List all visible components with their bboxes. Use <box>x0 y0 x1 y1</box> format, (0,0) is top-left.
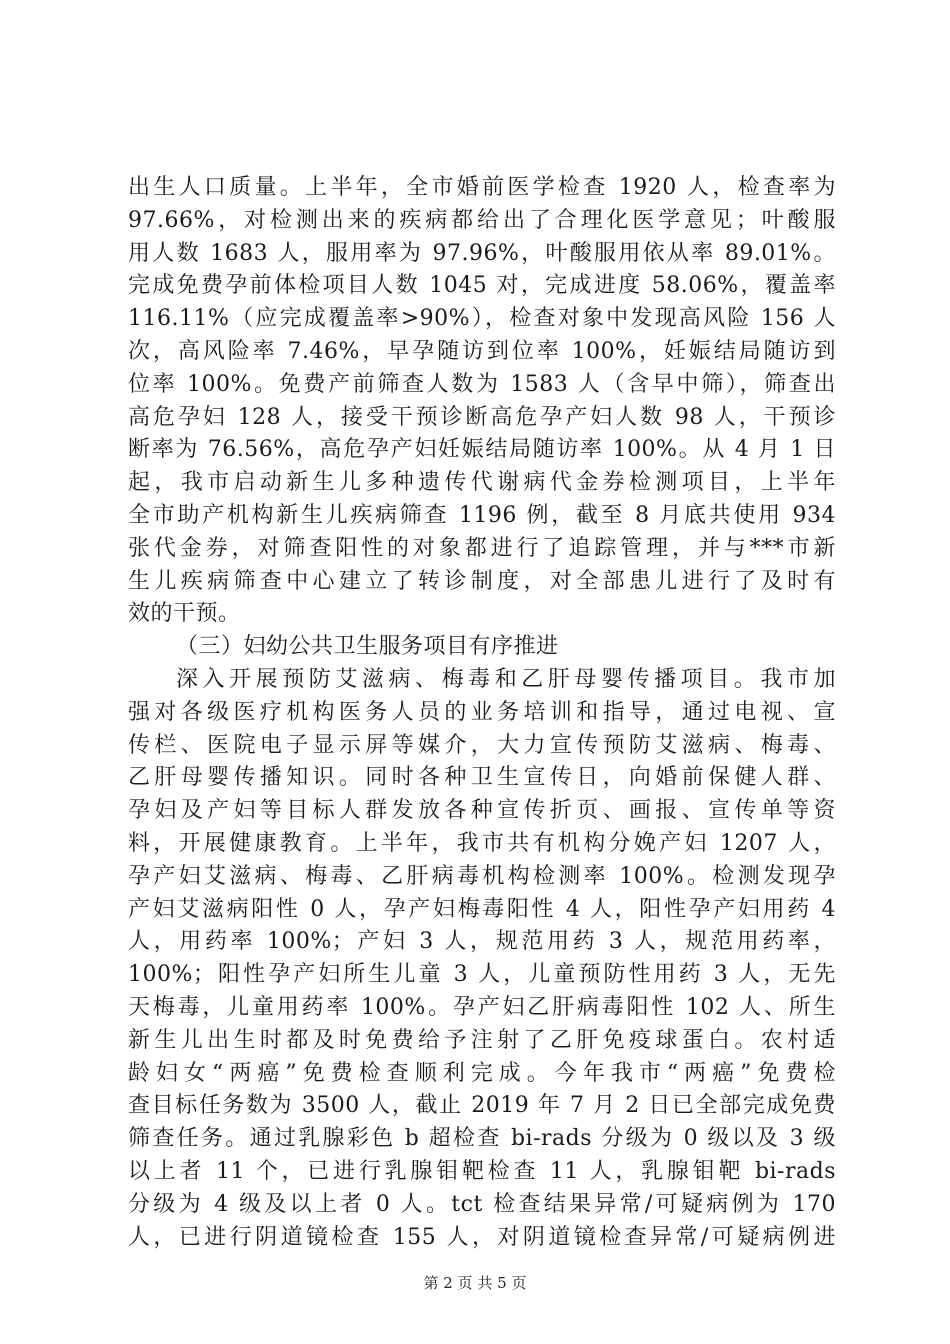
document-body <box>128 172 836 1254</box>
text-line: 人，已进行阴道镜检查 155 人，对阴道镜检查异常/可疑病例进 <box>128 1224 836 1250</box>
text-line: 强对各级医疗机构医务人员的业务培训和指导，通过电视、宣 <box>128 699 836 725</box>
text-line: 查目标任务数为 3500 人，截止 2019 年 7 月 2 日已全部完成免费 <box>128 1093 836 1119</box>
text-line: 位率 100%。免费产前筛查人数为 1583 人（含早中筛），筛查出 <box>128 371 836 397</box>
text-line: 孕产妇艾滋病、梅毒、乙肝病毒机构检测率 100%。检测发现孕 <box>128 863 836 889</box>
text-line: 次，高风险率 7.46%，早孕随访到位率 100%，妊娠结局随访到 <box>128 338 836 364</box>
paragraph-birth-quality <box>128 172 836 631</box>
text-line: 97.66%，对检测出来的疾病都给出了合理化医学意见；叶酸服 <box>128 207 836 233</box>
text-line: 料，开展健康教育。上半年，我市共有机构分娩产妇 1207 人， <box>128 830 836 856</box>
text-line: 完成免费孕前体检项目人数 1045 对，完成进度 58.06%，覆盖率 <box>128 273 836 299</box>
text-line: 乙肝母婴传播知识。同时各种卫生宣传日，向婚前保健人群、 <box>128 765 836 791</box>
text-line: 人，用药率 100%；产妇 3 人，规范用药 3 人，规范用药率， <box>128 929 836 955</box>
text-line: 效的干预。 <box>128 601 241 627</box>
text-line: 以上者 11 个，已进行乳腺钼靶检查 11 人，乳腺钼靶 bi-rads <box>128 1158 836 1184</box>
text-line: 生儿疾病筛查中心建立了转诊制度，对全部患儿进行了及时有 <box>128 568 836 594</box>
text-line: 全市助产机构新生儿疾病筛查 1196 例，截至 8 月底共使用 934 <box>128 502 836 528</box>
text-line: 用人数 1683 人，服用率为 97.96%，叶酸服用依从率 89.01%。 <box>128 240 836 266</box>
paragraph-mother-child-transmission <box>128 664 836 1254</box>
text-line: 高危孕妇 128 人，接受干预诊断高危孕产妇人数 98 人，干预诊 <box>128 404 836 430</box>
text-line: 天梅毒，儿童用药率 100%。孕产妇乙肝病毒阳性 102 人、所生 <box>128 994 836 1020</box>
text-line: 分级为 4 级及以上者 0 人。tct 检查结果异常/可疑病例为 170 <box>128 1191 836 1217</box>
text-line: 张代金券，对筛查阳性的对象都进行了追踪管理，并与***市新 <box>128 535 836 561</box>
text-line: 断率为 76.56%，高危孕产妇妊娠结局随访率 100%。从 4 月 1 日 <box>128 437 836 463</box>
section-heading: （三）妇幼公共卫生服务项目有序推进 <box>176 634 559 660</box>
text-line: 深入开展预防艾滋病、梅毒和乙肝母婴传播项目。我市加 <box>176 666 836 692</box>
text-line: 产妇艾滋病阳性 0 人，孕产妇梅毒阳性 4 人，阳性孕产妇用药 4 <box>128 896 836 922</box>
text-line: 新生儿出生时都及时免费给予注射了乙肝免疫球蛋白。农村适 <box>128 1027 836 1053</box>
text-line: 116.11%（应完成覆盖率>90%），检查对象中发现高风险 156 人 <box>128 306 836 332</box>
text-line: 龄妇女“两癌”免费检查顺利完成。今年我市“两癌”免费检 <box>128 1060 836 1086</box>
page-number-footer: 第 2 页 共 5 页 <box>423 1274 527 1292</box>
text-line: 100%；阳性孕产妇所生儿童 3 人，儿童预防性用药 3 人，无先 <box>128 962 836 988</box>
text-line: 起，我市启动新生儿多种遗传代谢病代金券检测项目，上半年 <box>128 470 836 496</box>
text-line: 孕妇及产妇等目标人群发放各种宣传折页、画报、宣传单等资 <box>128 798 836 824</box>
text-line: 筛查任务。通过乳腺彩色 b 超检查 bi-rads 分级为 0 级以及 3 级 <box>128 1126 836 1152</box>
text-line: 出生人口质量。上半年，全市婚前医学检查 1920 人，检查率为 <box>128 175 836 200</box>
text-line: 传栏、医院电子显示屏等媒介，大力宣传预防艾滋病、梅毒、 <box>128 732 836 758</box>
